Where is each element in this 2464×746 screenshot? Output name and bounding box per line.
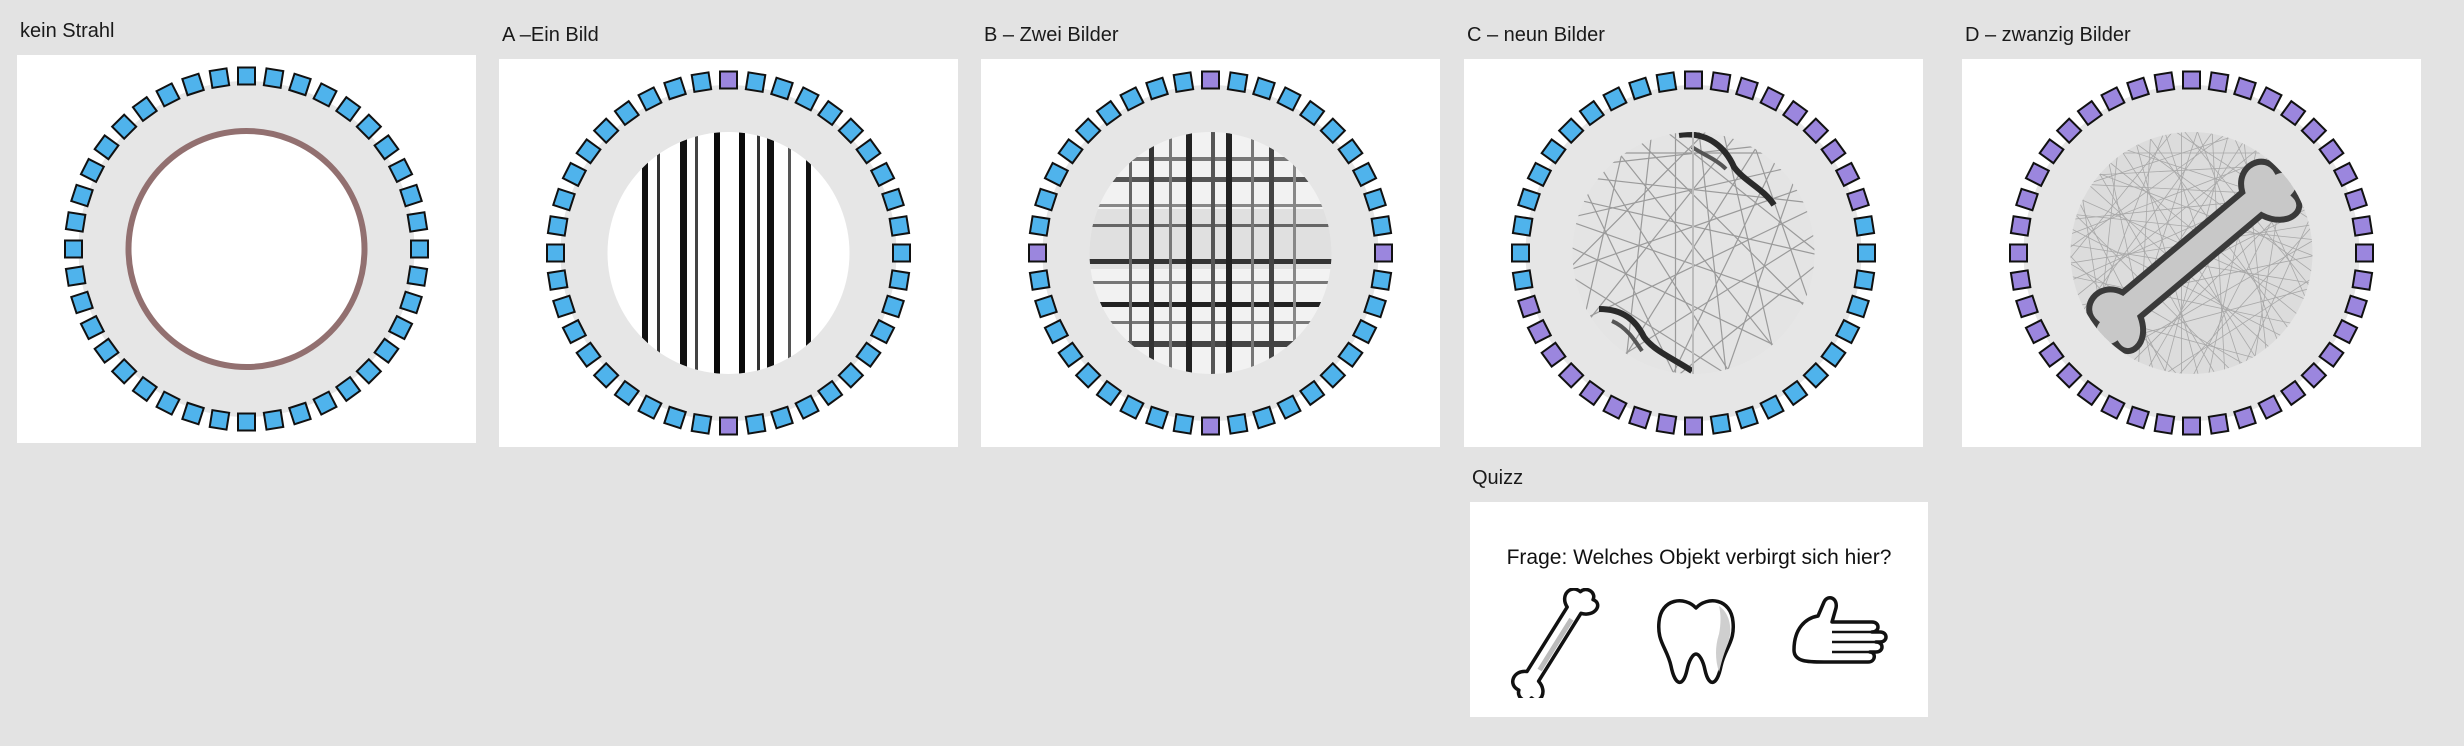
detector bbox=[1513, 270, 1532, 289]
detector bbox=[289, 403, 310, 424]
detector-active bbox=[1711, 72, 1730, 91]
detector-active bbox=[1736, 78, 1757, 99]
detector bbox=[1513, 216, 1532, 235]
scanner-diagram bbox=[981, 59, 1440, 447]
detector-active bbox=[2011, 270, 2030, 289]
detector bbox=[1146, 78, 1167, 99]
detector bbox=[66, 212, 85, 231]
detector bbox=[408, 212, 427, 231]
scanner-diagram bbox=[1464, 59, 1923, 447]
quiz-question: Frage: Welches Objekt verbirgt sich hier? bbox=[1506, 546, 1892, 569]
panel-title-b: B – Zwei Bilder bbox=[984, 24, 1119, 46]
tooth-icon bbox=[1641, 588, 1751, 698]
detector bbox=[890, 270, 909, 289]
detector bbox=[1030, 270, 1049, 289]
detector-active bbox=[2345, 296, 2366, 317]
detector bbox=[771, 78, 792, 99]
detector bbox=[1253, 407, 1274, 428]
detector-active bbox=[2016, 296, 2037, 317]
detector bbox=[1512, 245, 1529, 262]
detector-active bbox=[720, 72, 737, 89]
detector bbox=[882, 189, 903, 210]
detector-active bbox=[2016, 189, 2037, 210]
detector bbox=[890, 216, 909, 235]
detector bbox=[1364, 189, 1385, 210]
detector bbox=[1146, 407, 1167, 428]
detector bbox=[1372, 216, 1391, 235]
detector-active bbox=[1202, 418, 1219, 435]
detector bbox=[400, 185, 421, 206]
detector bbox=[238, 68, 255, 85]
detector bbox=[182, 74, 203, 95]
detector-active bbox=[1657, 414, 1676, 433]
detector-active bbox=[1202, 72, 1219, 89]
detector-active bbox=[2356, 245, 2373, 262]
detector-active bbox=[2353, 270, 2372, 289]
detector-active bbox=[2127, 407, 2148, 428]
detector bbox=[65, 241, 82, 258]
detector bbox=[400, 292, 421, 313]
detector bbox=[547, 245, 564, 262]
bone-icon bbox=[1498, 588, 1608, 698]
detector-active bbox=[720, 418, 737, 435]
detector bbox=[692, 72, 711, 91]
detector bbox=[411, 241, 428, 258]
detector bbox=[1174, 72, 1193, 91]
detector-active bbox=[2183, 418, 2200, 435]
detector bbox=[1372, 270, 1391, 289]
detector-active bbox=[1629, 407, 1650, 428]
scanner-panel-c bbox=[1464, 59, 1923, 447]
detector bbox=[1174, 414, 1193, 433]
quiz-option-tooth[interactable] bbox=[1641, 588, 1751, 698]
scanner-panel-kein-strahl bbox=[17, 55, 476, 443]
detector-active bbox=[1518, 296, 1539, 317]
detector bbox=[210, 68, 229, 87]
detector-active bbox=[1685, 72, 1702, 89]
detector bbox=[1253, 78, 1274, 99]
quiz-option-hand[interactable] bbox=[1784, 588, 1894, 698]
detector bbox=[1657, 72, 1676, 91]
detector bbox=[1035, 296, 1056, 317]
detector-active bbox=[2209, 414, 2228, 433]
panel-title-a: A –Ein Bild bbox=[502, 24, 599, 46]
detector-active bbox=[2155, 414, 2174, 433]
detector bbox=[1030, 216, 1049, 235]
scanner-diagram bbox=[1962, 59, 2421, 447]
scanner-diagram bbox=[17, 55, 476, 443]
detector bbox=[182, 403, 203, 424]
detector bbox=[746, 72, 765, 91]
quiz-option-bone[interactable] bbox=[1498, 588, 1608, 698]
detector bbox=[692, 414, 711, 433]
detector-active bbox=[2234, 78, 2255, 99]
quiz-panel bbox=[1470, 502, 1928, 717]
detector bbox=[71, 292, 92, 313]
detector bbox=[264, 68, 283, 87]
grid-backprojection-image bbox=[1089, 132, 1332, 374]
detector-active bbox=[1029, 245, 1046, 262]
detector bbox=[1855, 216, 1874, 235]
hand-icon bbox=[1784, 588, 1894, 698]
detector bbox=[1847, 296, 1868, 317]
detector bbox=[210, 410, 229, 429]
scanner-panel-d bbox=[1962, 59, 2421, 447]
detector bbox=[1228, 72, 1247, 91]
detector bbox=[289, 74, 310, 95]
detector bbox=[1035, 189, 1056, 210]
object-ring bbox=[129, 131, 365, 367]
detector-active bbox=[2345, 189, 2366, 210]
detector bbox=[548, 270, 567, 289]
detector bbox=[548, 216, 567, 235]
detector-active bbox=[2127, 78, 2148, 99]
detector-active bbox=[2011, 216, 2030, 235]
detector bbox=[882, 296, 903, 317]
detector bbox=[771, 407, 792, 428]
panel-title-c: C – neun Bilder bbox=[1467, 24, 1605, 46]
quiz-title: Quizz bbox=[1472, 467, 1524, 489]
detector bbox=[1364, 296, 1385, 317]
detector bbox=[553, 189, 574, 210]
detector bbox=[408, 266, 427, 285]
detector bbox=[1518, 189, 1539, 210]
vertical-projection-image bbox=[607, 132, 850, 374]
detector-active bbox=[2010, 245, 2027, 262]
detector bbox=[1711, 414, 1730, 433]
detector-active bbox=[2183, 72, 2200, 89]
detector bbox=[553, 296, 574, 317]
scanner-diagram bbox=[499, 59, 958, 447]
detector bbox=[1228, 414, 1247, 433]
detector-active bbox=[1375, 245, 1392, 262]
detector-active bbox=[1847, 189, 1868, 210]
detector bbox=[1855, 270, 1874, 289]
detector bbox=[1629, 78, 1650, 99]
detector-active bbox=[2234, 407, 2255, 428]
detector bbox=[1736, 407, 1757, 428]
panel-title-kein-strahl: kein Strahl bbox=[20, 20, 115, 42]
detector-active bbox=[1685, 418, 1702, 435]
detector bbox=[66, 266, 85, 285]
scanner-gantry-ring bbox=[103, 105, 391, 393]
detector-active bbox=[2209, 72, 2228, 91]
detector bbox=[264, 410, 283, 429]
detector bbox=[664, 407, 685, 428]
detector bbox=[238, 414, 255, 431]
detector bbox=[1858, 245, 1875, 262]
detector-active bbox=[2353, 216, 2372, 235]
scanner-panel-b bbox=[981, 59, 1440, 447]
panel-title-d: D – zwanzig Bilder bbox=[1965, 24, 2131, 46]
scanner-panel-a bbox=[499, 59, 958, 447]
detector bbox=[893, 245, 910, 262]
detector-active bbox=[2155, 72, 2174, 91]
detector bbox=[664, 78, 685, 99]
detector bbox=[746, 414, 765, 433]
detector bbox=[71, 185, 92, 206]
